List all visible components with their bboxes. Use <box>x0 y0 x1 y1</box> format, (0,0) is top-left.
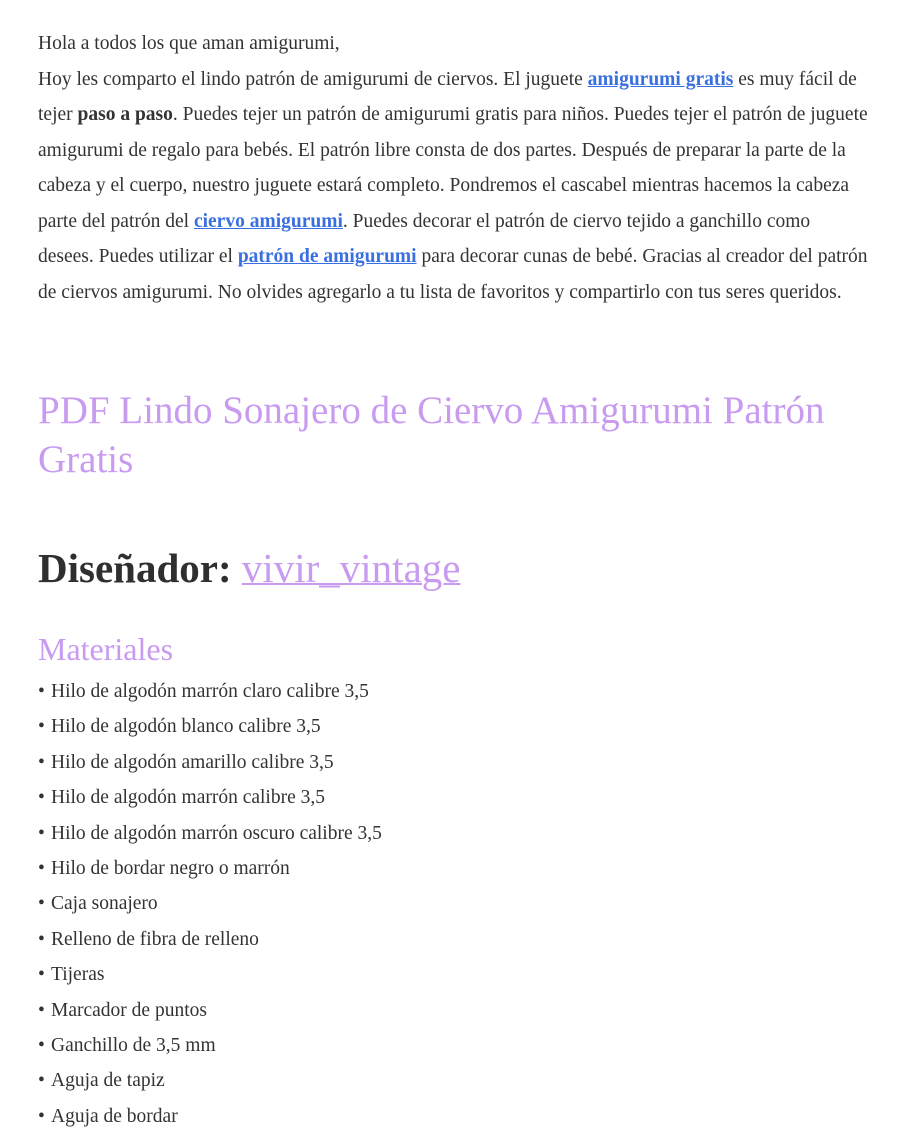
list-item-text: Hilo de algodón blanco calibre 3,5 <box>51 716 321 738</box>
list-item-text: Hilo de algodón marrón oscuro calibre 3,5 <box>51 822 382 844</box>
list-item <box>38 1099 382 1134</box>
bullet-icon: • <box>38 822 45 844</box>
intro-text-3: . Puedes tejer un patrón de amigurumi gratis para niños. Puedes tejer el patrón de juguete amigurumi de regalo para bebés. El patrón libre consta de dos partes. Después de preparar la parte de la cabeza y el cuerpo, nuestro juguete estará completo. Pondremos el cascabel mientras hacemos la cabeza parte del patrón del <box>38 104 868 232</box>
list-item-text: Marcador de puntos <box>51 999 207 1021</box>
list-item <box>38 957 382 992</box>
bullet-icon: • <box>38 858 45 880</box>
intro-paragraph <box>38 26 870 310</box>
materials-list <box>38 674 382 1134</box>
list-item-text: Hilo de algodón marrón calibre 3,5 <box>51 787 325 809</box>
designer-link[interactable]: vivir_vintage <box>241 545 461 591</box>
link-ciervo-amigurumi[interactable]: ciervo amigurumi <box>193 210 343 232</box>
list-item-text: Aguja de bordar <box>51 1105 178 1127</box>
bullet-icon: • <box>38 1035 45 1057</box>
intro-text-2: es muy fácil de tejer <box>38 68 857 125</box>
list-item-text: Hilo de bordar negro o marrón <box>51 858 290 880</box>
page-title: PDF Lindo Sonajero de Ciervo Amigurumi Patrón Gratis <box>38 389 825 481</box>
list-item <box>38 1028 382 1063</box>
bullet-icon: • <box>38 716 45 738</box>
list-item <box>38 816 382 851</box>
list-item <box>38 922 382 957</box>
article-content <box>38 26 870 1127</box>
list-item <box>38 780 382 815</box>
list-item-text: Ganchillo de 3,5 mm <box>51 1035 216 1057</box>
list-item <box>38 674 382 709</box>
bold-paso-a-paso: paso a paso <box>77 104 173 125</box>
bullet-icon: • <box>38 681 45 702</box>
list-item <box>38 745 382 780</box>
materials-heading: Materiales <box>38 631 174 667</box>
list-item <box>38 1063 382 1098</box>
bullet-icon: • <box>38 893 45 915</box>
bullet-icon: • <box>38 787 45 809</box>
bullet-icon: • <box>38 1105 45 1127</box>
designer-heading <box>38 542 460 594</box>
list-item <box>38 709 382 744</box>
link-amigurumi-gratis[interactable]: amigurumi gratis <box>587 68 734 90</box>
list-item-text: Tijeras <box>51 964 105 986</box>
bullet-icon: • <box>38 964 45 986</box>
list-item <box>38 993 382 1028</box>
intro-text-5: para decorar cunas de bebé. Gracias al creador del patrón de ciervos amigurumi. No olvides agregarlo a tu lista de favoritos y compartirlo con tus seres queridos. <box>38 246 868 303</box>
list-item-text: Relleno de fibra de relleno <box>51 928 259 950</box>
intro-body <box>38 62 870 311</box>
bullet-icon: • <box>38 999 45 1021</box>
list-item <box>38 851 382 886</box>
bullet-icon: • <box>38 751 45 773</box>
greeting-text: Hola a todos los que aman amigurumi, <box>38 33 340 54</box>
bullet-icon: • <box>38 1070 45 1092</box>
designer-label: Diseñador: <box>38 545 242 591</box>
list-item-text: Aguja de tapiz <box>51 1070 165 1092</box>
intro-text-4: . Puedes decorar el patrón de ciervo tejido a ganchillo como desees. Puedes utilizar el <box>38 210 811 267</box>
list-item-text: Hilo de algodón marrón claro calibre 3,5 <box>51 681 369 702</box>
intro-text-1: Hoy les comparto el lindo patrón de amigurumi de ciervos. El juguete <box>38 68 588 90</box>
bullet-icon: • <box>38 928 45 950</box>
list-item <box>38 886 382 921</box>
list-item-text: Caja sonajero <box>51 893 158 915</box>
list-item-text: Hilo de algodón amarillo calibre 3,5 <box>51 751 334 773</box>
link-patron-de-amigurumi[interactable]: patrón de amigurumi <box>237 246 417 267</box>
